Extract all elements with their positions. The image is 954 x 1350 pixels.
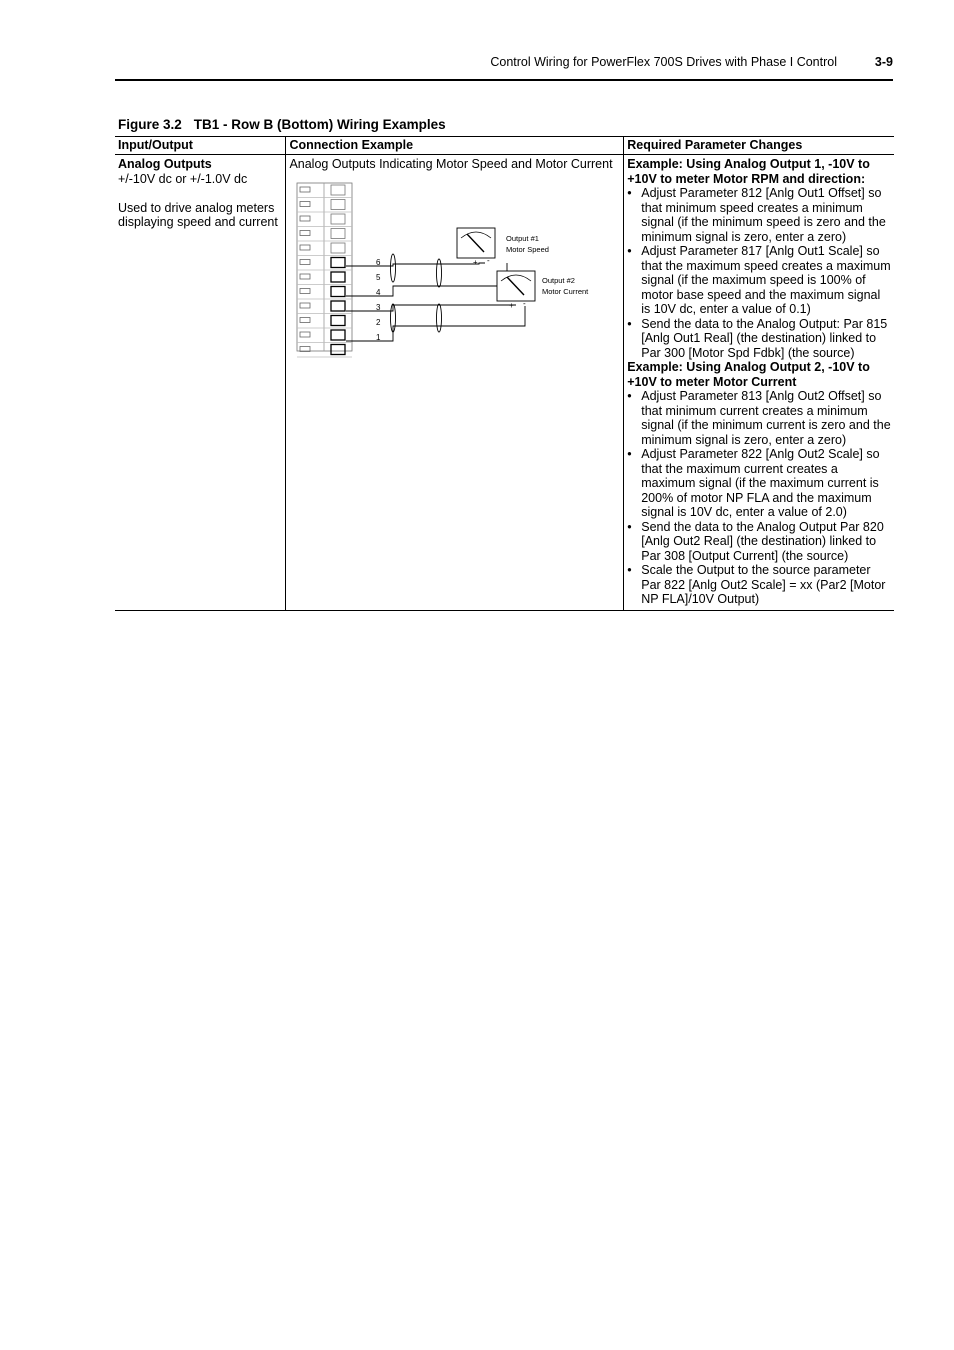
io-cell <box>115 155 286 611</box>
terminal-number-3: 3 <box>376 302 381 312</box>
meter-output-2 <box>497 271 589 310</box>
page-header <box>115 52 893 81</box>
column-header-parameter-changes: Required Parameter Changes <box>624 137 894 155</box>
meter-output-1 <box>457 228 549 267</box>
list-item: • Adjust Parameter 817 [Anlg Out1 Scale] so that the maximum speed creates a maximum signal (if the maximum speed is 100% of motor base speed and the maximum signal is 10V dc, enter a value of 0.1) <box>627 244 891 316</box>
wiring-table <box>115 136 894 611</box>
terminal-tab <box>300 230 310 235</box>
terminal-screw <box>331 301 345 311</box>
example-2 <box>627 360 891 607</box>
terminal-screw <box>331 272 345 282</box>
terminal-number-1: 1 <box>376 332 381 342</box>
terminal-screw <box>331 344 345 354</box>
list-item: • Send the data to the Analog Output Par 820 [Anlg Out2 Real] (the destination) linked to Par 308 [Output Current] (the source) <box>627 519 884 563</box>
terminal-tab <box>300 259 310 264</box>
example-1-heading: Example: Using Analog Output 1, -10V to +10V to meter Motor RPM and direction: <box>627 157 870 186</box>
terminal-tab <box>300 303 310 308</box>
terminal-tab <box>300 245 310 250</box>
terminal-number-6: 6 <box>376 257 381 267</box>
example-2-list <box>627 389 891 607</box>
meter1-minus: - <box>487 255 491 265</box>
terminal-tab <box>300 317 310 322</box>
figure-caption <box>118 117 446 132</box>
terminal-screw <box>331 257 345 267</box>
example-1 <box>627 157 891 360</box>
terminal-tab <box>300 332 310 337</box>
example-1-list <box>627 186 891 360</box>
terminal-screw <box>331 330 345 340</box>
terminal-tab <box>300 201 310 206</box>
terminal-number-5: 5 <box>376 272 381 282</box>
spacer <box>118 186 282 201</box>
list-item: • Adjust Parameter 812 [Anlg Out1 Offset] so that minimum speed creates a minimum signal (if the minimum speed is zero and the minimum signal is zero, enter a zero) <box>627 186 886 244</box>
terminal-screw <box>331 214 345 224</box>
list-item: • Adjust Parameter 822 [Anlg Out2 Scale] so that the maximum current creates a maximum signal (if the maximum current is 200% of motor NP FLA and the maximum signal is 10V dc, enter a value of 2.0) <box>627 447 880 519</box>
terminal-screw <box>331 286 345 296</box>
meter1-plus: + <box>473 257 479 267</box>
meter2-sublabel: Motor Current <box>542 286 589 296</box>
column-header-input-output: Input/Output <box>115 137 286 155</box>
terminal-block <box>297 183 352 357</box>
meter2-plus: + <box>509 300 515 310</box>
terminal-screw <box>331 228 345 238</box>
io-range: +/-10V dc or +/-1.0V dc <box>118 171 248 186</box>
meter2-label: Output #2 <box>542 275 576 285</box>
terminal-number-2: 2 <box>376 317 381 327</box>
column-header-connection-example: Connection Example <box>286 137 624 155</box>
parameter-changes-cell <box>624 155 894 611</box>
list-item: • Send the data to the Analog Output: Par 815 [Anlg Out1 Real] (the destination) linked to Par 300 [Motor Spd Fdbk] (the source) <box>627 316 888 360</box>
io-description: Used to drive analog meters displaying speed and current <box>118 200 278 229</box>
terminal-tab <box>300 216 310 221</box>
meter1-label: Output #1 <box>506 233 540 243</box>
terminal-tab <box>300 187 310 192</box>
terminal-tab <box>300 274 310 279</box>
figure-title: TB1 - Row B (Bottom) Wiring Examples <box>193 117 446 132</box>
connection-title: Analog Outputs Indicating Motor Speed and Motor Current <box>289 157 613 171</box>
terminal-number-4: 4 <box>376 287 381 297</box>
table-header-row <box>115 137 894 155</box>
connection-cell <box>286 155 624 611</box>
header-title: Control Wiring for PowerFlex 700S Drives with Phase I Control <box>490 55 837 69</box>
list-item: • Adjust Parameter 813 [Anlg Out2 Offset] so that minimum current creates a minimum signal (if the minimum current is zero and the minimum signal is zero, enter a zero) <box>627 389 891 447</box>
example-2-heading: Example: Using Analog Output 2, -10V to +10V to meter Motor Current <box>627 360 870 389</box>
meter2-minus: - <box>523 298 527 308</box>
io-title: Analog Outputs <box>118 157 212 171</box>
table-row <box>115 155 894 611</box>
figure-number: Figure 3.2 <box>118 117 182 132</box>
list-item: • Scale the Output to the source parameter Par 822 [Anlg Out2 Scale] = xx (Par2 [Motor NP FLA]/10V Output) <box>627 563 886 606</box>
terminal-numbers <box>376 258 381 342</box>
terminal-screw <box>331 243 345 253</box>
page-number: 3-9 <box>874 55 893 69</box>
terminal-tab <box>300 288 310 293</box>
meter1-sublabel: Motor Speed <box>506 244 550 254</box>
terminal-screw <box>331 199 345 209</box>
wiring-diagram <box>289 178 609 358</box>
terminal-screw <box>331 315 345 325</box>
terminal-screw <box>331 185 345 195</box>
